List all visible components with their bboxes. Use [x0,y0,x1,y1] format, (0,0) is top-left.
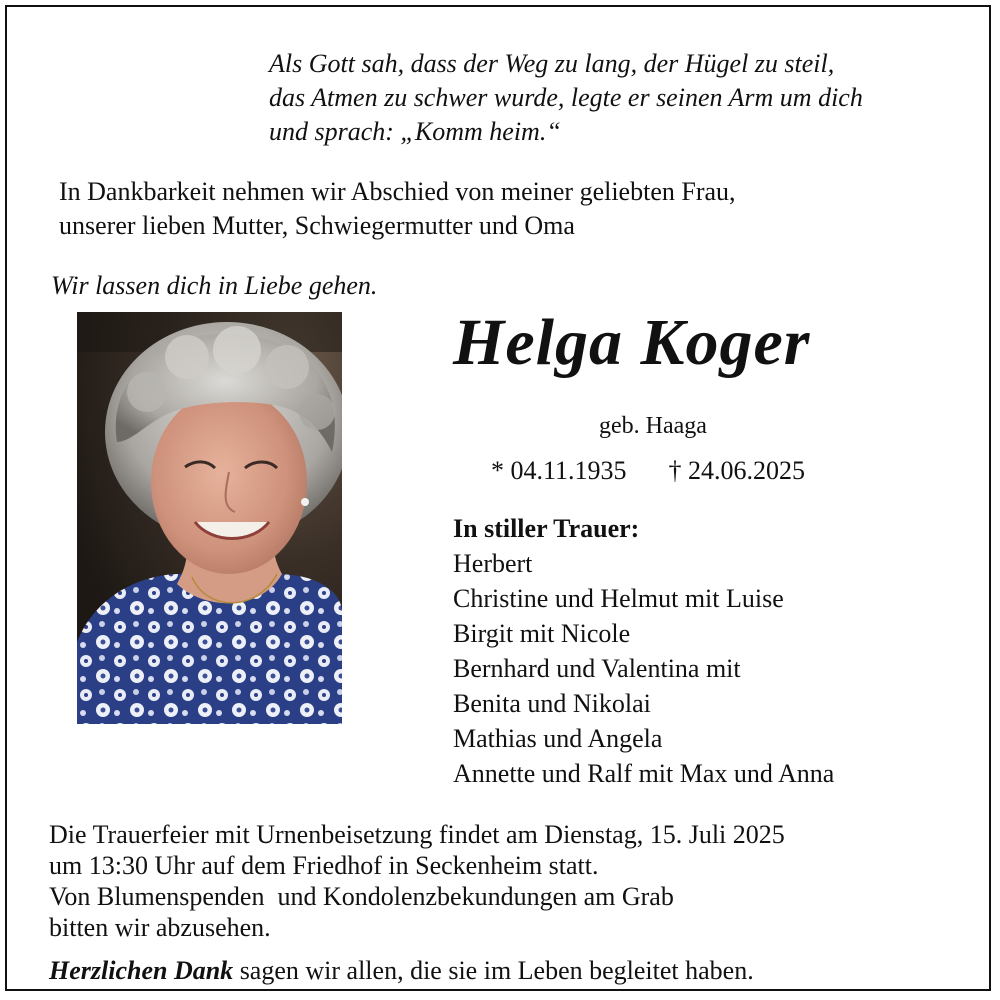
ceremony-info [49,819,785,943]
memorial-quote [269,47,863,149]
mourners-list [453,511,834,791]
farewell-intro [59,175,736,243]
intro-line: unserer lieben Mutter, Schwiegermutter und Oma [59,211,575,240]
ceremony-line: Von Blumenspenden und Kondolenzbekundungen am Grab [49,882,674,911]
release-line: Wir lassen dich in Liebe gehen. [51,271,378,300]
deceased-name: Helga Koger [453,306,811,379]
mourner-name: Benita und Nikolai [453,689,651,718]
death-date: † 24.06.2025 [668,456,806,485]
mourners-heading: In stiller Trauer: [453,514,640,543]
ceremony-line: bitten wir abzusehen. [49,913,271,942]
life-dates [491,455,805,487]
mourner-name: Christine und Helmut mit Luise [453,584,784,613]
thanks-line [49,955,754,987]
birth-name: geb. Haaga [599,413,707,439]
thanks-rest: sagen wir allen, die sie im Leben begleitet haben. [233,956,754,985]
intro-line: In Dankbarkeit nehmen wir Abschied von meiner geliebten Frau, [59,177,736,206]
ceremony-line: um 13:30 Uhr auf dem Friedhof in Seckenheim statt. [49,851,599,880]
quote-line: Als Gott sah, dass der Weg zu lang, der Hügel zu steil, [269,49,835,78]
obituary-notice [5,5,991,991]
mourner-name: Bernhard und Valentina mit [453,654,741,683]
birth-date: * 04.11.1935 [491,456,627,485]
mourner-name: Annette und Ralf mit Max und Anna [453,759,835,788]
quote-line: und sprach: „Komm heim.“ [269,117,561,146]
quote-line: das Atmen zu schwer wurde, legte er seinen Arm um dich [269,83,863,112]
mourner-name: Herbert [453,549,533,578]
ceremony-line: Die Trauerfeier mit Urnenbeisetzung findet am Dienstag, 15. Juli 2025 [49,820,785,849]
mourner-name: Birgit mit Nicole [453,619,631,648]
mourner-name: Mathias und Angela [453,724,663,753]
portrait-photo [77,312,342,724]
thanks-emphasis: Herzlichen Dank [49,956,234,985]
portrait-photo-image [77,312,342,724]
